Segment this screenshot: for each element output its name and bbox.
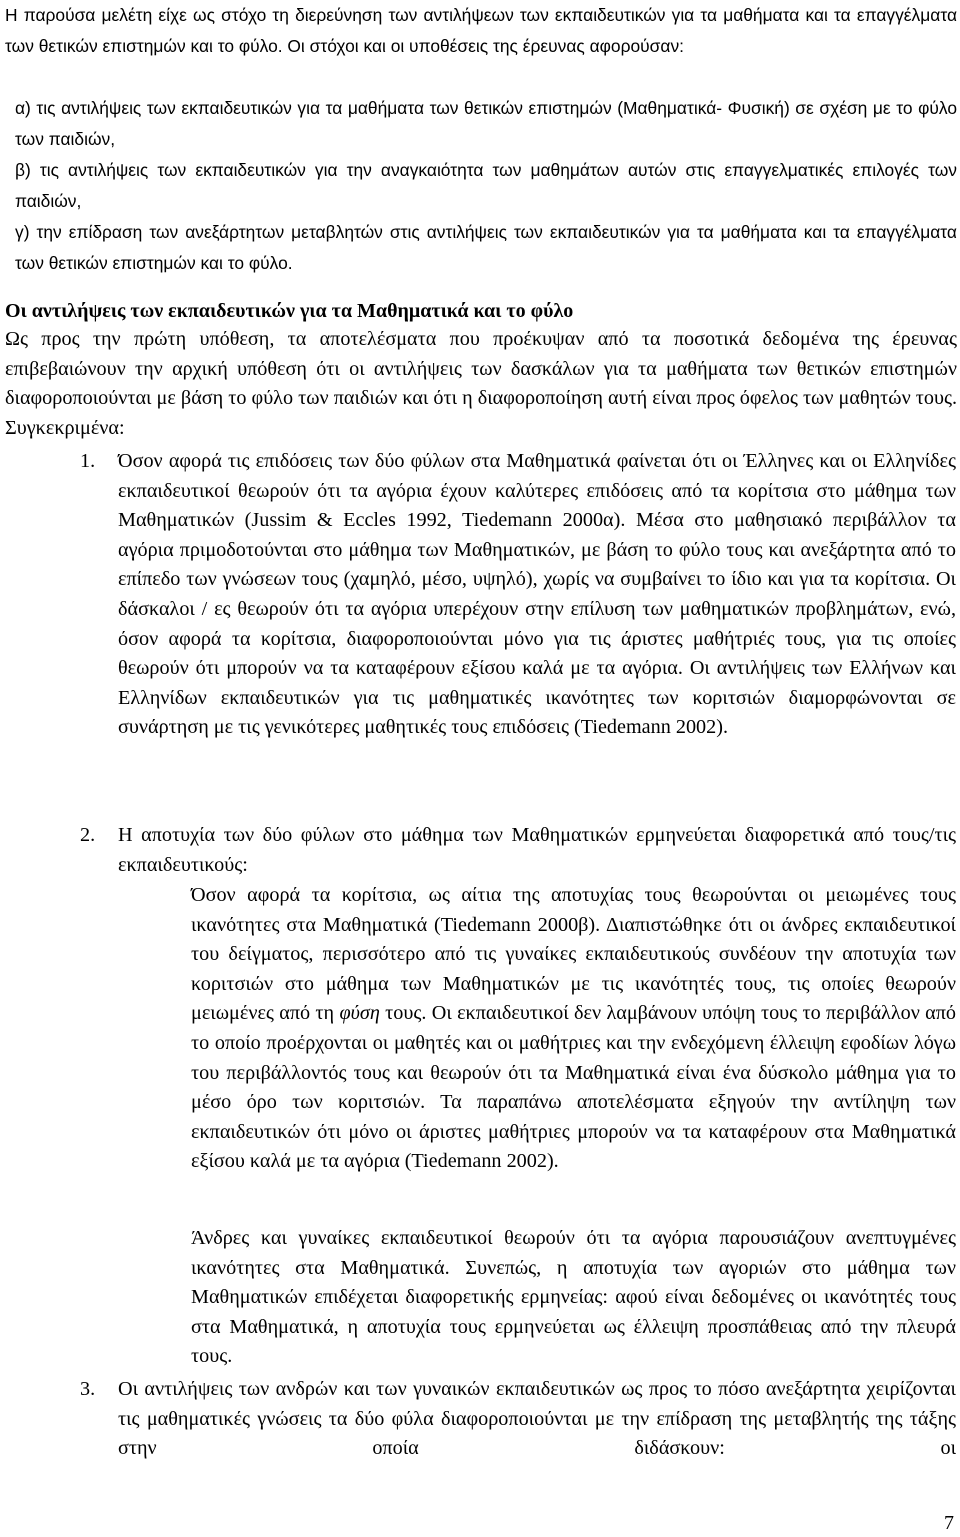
- goal-a: α) τις αντιλήψεις των εκπαιδευτικών για τα μαθήματα των θετικών επιστημών (Μαθηματικά- Φυσική) σε σχέση με το φύλο των παιδιών,: [15, 98, 957, 149]
- goal-b: β) τις αντιλήψεις των εκπαιδευτικών για την αναγκαιότητα των μαθημάτων αυτών στις επαγγελματικές επιλογές των παιδιών,: [15, 160, 957, 211]
- item-2-text: Η αποτυχία των δύο φύλων στο μάθημα των Μαθηματικών ερμηνεύεται διαφορετικά από τους/τις εκπαιδευτικούς:: [118, 824, 956, 876]
- item-2-sub-1-text: Όσον αφορά τα κορίτσια, ως αίτια της αποτυχίας τους θεωρούνται οι μειωμένες τους ικανότητες στα Μαθηματικά (Tiedemann 2000β). Διαπιστώθηκε ότι οι άνδρες εκπαιδευτικοί του δείγματος, περισσότερο από τις γυναίκες εκπαιδευτικούς συνδέουν την αποτυχία των κοριτσιών στο μάθημα των Μαθηματικών με τις ικανότητές τους, τις οποίες θεωρούν μειωμένες από τη: [191, 884, 956, 1025]
- page-number: 7: [944, 1512, 954, 1534]
- item-2-sub-1-rest: τους. Οι εκπαιδευτικοί δεν λαμβάνουν υπόψη τους το περιβάλλον από το οποίο προέρχονται οι μαθητές και οι μαθήτριες και την ενδεχόμενη έλλειψη εφοδίων λόγω του περιβάλλοντός τους και θεωρούν ότι τα Μαθηματικά είναι ένα δύσκολο μάθημα για το μέσο όρο των κοριτσιών. Τα παραπάνω αποτελέσματα εξηγούν την αντίληψη των εκπαιδευτικών ότι μόνο οι άριστες μαθήτριες μπορούν να τα καταφέρουν στα Μαθηματικά εξίσου καλά με τα αγόρια (Tiedemann 2002).: [191, 1002, 957, 1173]
- intro-paragraph: Η παρούσα μελέτη είχε ως στόχο τη διερεύνηση των αντιλήψεων των εκπαιδευτικών για τα μαθήματα και τα επαγγέλματα των θετικών επιστημών και το φύλο. Οι στόχοι και οι υποθέσεις της έρευνας αφορούσαν:: [5, 5, 957, 56]
- section-heading: Οι αντιλήψεις των εκπαιδευτικών για τα Μαθηματικά και το φύλο: [5, 300, 574, 322]
- goal-c: γ) την επίδραση των ανεξάρτητων μεταβλητών στις αντιλήψεις των εκπαιδευτικών για τα μαθήματα και τα επαγγέλματα των θετικών επιστημών και το φύλο.: [15, 222, 957, 273]
- item-2-sub-1-italic: φύση: [339, 1002, 380, 1025]
- item-2-number: 2.: [80, 824, 96, 846]
- item-3-number: 3.: [80, 1378, 96, 1400]
- item-2-sub-2: Άνδρες και γυναίκες εκπαιδευτικοί θεωρούν ότι τα αγόρια παρουσιάζουν ανεπτυγμένες ικανότητες στα Μαθηματικά. Συνεπώς, η αποτυχία των αγοριών στο μάθημα των Μαθηματικών επιδέχεται διαφορετικής ερμηνείας: αφού είναι δεδομένες οι ικανότητές τους στα Μαθηματικά, η αποτυχία τους ερμηνεύεται ως έλλειψη προσπάθειας από την πλευρά τους.: [191, 1227, 956, 1368]
- section-paragraph: Ως προς την πρώτη υπόθεση, τα αποτελέσματα που προέκυψαν από τα ποσοτικά δεδομένα της έρευνας επιβεβαιώνουν την αρχική υπόθεση ότι οι αντιλήψεις των δασκάλων για τα μαθήματα των θετικών επιστημών διαφοροποιούνται με βάση το φύλο των παιδιών και ότι η διαφοροποίηση αυτή είναι προς όφελος των μαθητών τους. Συγκεκριμένα:: [5, 328, 957, 439]
- item-3-text: Οι αντιλήψεις των ανδρών και των γυναικών εκπαιδευτικών ως προς το πόσο ανεξάρτητα χειρίζονται τις μαθηματικές γνώσεις τα δύο φύλα διαφοροποιούνται με την επίδραση της μεταβλητής της τάξης στην οποία διδάσκουν: οι: [118, 1378, 956, 1460]
- item-1-number: 1.: [80, 450, 96, 472]
- intro-section: [5, 0, 957, 279]
- item-1-text: Όσον αφορά τις επιδόσεις των δύο φύλων στα Μαθηματικά φαίνεται ότι οι Έλληνες και οι Ελληνίδες εκπαιδευτικοί θεωρούν ότι τα αγόρια έχουν καλύτερες επιδόσεις από τα κορίτσια στο μάθημα των Μαθηματικών (Jussim & Eccles 1992, Tiedemann 2000α). Μέσα στο μαθησιακό περιβάλλον τα αγόρια πριμοδοτούνται στο μάθημα των Μαθηματικών, με βάση το φύλο τους και ανεξάρτητα από το επίπεδο των γνώσεων τους (χαμηλό, μέσο, υψηλό), χωρίς να συμβαίνει το ίδιο και για τα κορίτσια. Οι δάσκαλοι / ες θεωρούν ότι τα αγόρια υπερέχουν στην επίλυση των μαθηματικών προβλημάτων, ενώ, όσον αφορά τα κορίτσια, διαφοροποιούνται μόνο για τις άριστες μαθήτριές τους, για τις οποίες θεωρούν ότι μπορούν να τα καταφέρουν εξίσου καλά με τα αγόρια. Οι αντιλήψεις των Ελλήνων και Ελληνίδων εκπαιδευτικών για τις μαθηματικές ικανότητες των κοριτσιών διαμορφώνονται σε συνάρτηση με τις γενικότερες μαθητικές τους επιδόσεις (Tiedemann 2002).: [118, 450, 956, 739]
- item-2-sub-1: [191, 881, 956, 1177]
